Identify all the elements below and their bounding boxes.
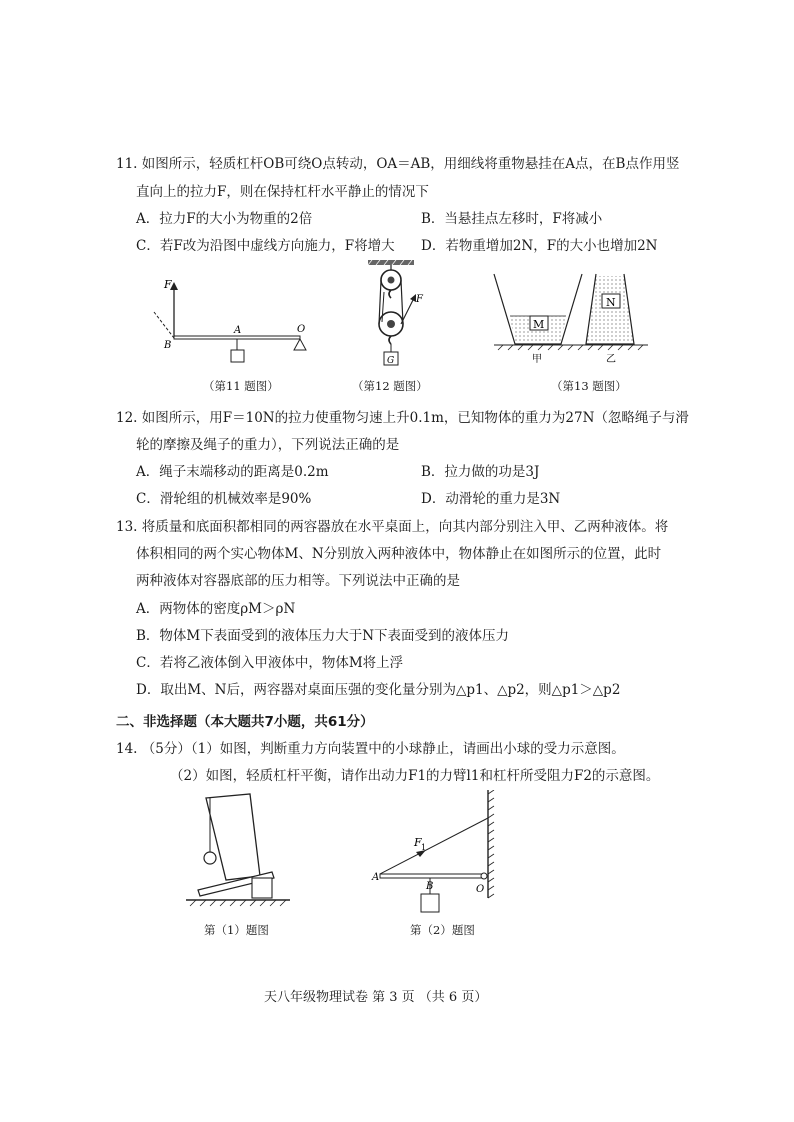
q11-label-a: A: [234, 325, 242, 336]
q13-line3: 两种液体对容器底部的压力相等。下列说法中正确的是: [136, 573, 460, 589]
q12-caption: （第12 题图）: [352, 379, 428, 393]
q12-line1: 12. 如图所示，用F＝10N的拉力使重物匀速上升0.1m，已知物体的重力为27N（忽略绳子与滑: [116, 410, 689, 426]
q14-label-a: A: [372, 872, 380, 883]
q12-option-c: C．滑轮组的机械效率是90%: [136, 491, 312, 507]
q11-line1: 11. 如图所示，轻质杠杆OB可绕O点转动，OA＝AB，用细线将重物悬挂在A点，在B点作用竖: [116, 156, 680, 172]
q11-option-b: B．当悬挂点左移时，F将减小: [421, 211, 603, 227]
q13-label-n: N: [606, 296, 616, 309]
section-2-heading: 二、非选择题（本大题共7小题，共61分）: [116, 714, 374, 730]
q14-label-o: O: [476, 884, 485, 895]
q13-option-d: D．取出M、N后，两容器对桌面压强的变化量分别为△p1、△p2，则△p1＞△p2: [136, 682, 621, 698]
q13-label-yi: 乙: [606, 354, 616, 365]
q11-lever-figure: [140, 272, 320, 372]
q14-label-f1: F: [414, 836, 422, 849]
q11-label-b: B: [164, 340, 172, 351]
q11-caption: （第11 题图）: [203, 379, 279, 393]
q11-option-c: C．若F改为沿图中虚线方向施力，F将增大: [136, 238, 395, 254]
q14-fig2-lever-figure: [370, 790, 510, 920]
q13-option-a: A．两物体的密度ρM＞ρN: [136, 601, 296, 617]
q13-label-m: M: [533, 318, 545, 331]
q11-option-d: D．若物重增加2N，F的大小也增加2N: [421, 238, 658, 254]
q11-option-a: A．拉力F的大小为物重的2倍: [136, 211, 313, 227]
q12-line2: 轮的摩擦及绳子的重力），下列说法正确的是: [136, 437, 400, 453]
q14-label-b: B: [426, 881, 434, 892]
q13-option-b: B．物体M下表面受到的液体压力大于N下表面受到的液体压力: [136, 628, 510, 644]
q12-label-f: F: [416, 294, 423, 305]
q14-caption-1: 第（1）题图: [204, 923, 269, 937]
q14-label-f1-sub: 1: [421, 843, 427, 852]
q12-option-b: B．拉力做的功是3J: [421, 464, 540, 480]
q12-option-d: D．动滑轮的重力是3N: [421, 491, 561, 507]
q13-line2: 体积相同的两个实心物体M、N分别放入两种液体中，物体静止在如图所示的位置，此时: [136, 546, 662, 562]
q14-fig1-plumb-device: [180, 790, 300, 914]
q14-line1: 14. （5分）（1）如图，判断重力方向装置中的小球静止，请画出小球的受力示意图。: [116, 741, 625, 757]
q12-pulley-figure: [360, 258, 430, 370]
q13-containers-figure: [490, 270, 650, 366]
q11-line2: 直向上的拉力F，则在保持杠杆水平静止的情况下: [136, 184, 429, 200]
q12-option-a: A．绳子末端移动的距离是0.2m: [136, 464, 329, 480]
q13-label-jia: 甲: [532, 354, 542, 365]
q14-caption-2: 第（2）题图: [410, 923, 475, 937]
page-footer: 天八年级物理试卷 第 3 页 （共 6 页）: [264, 990, 488, 1005]
q14-line2: （2）如图，轻质杠杆平衡，请作出动力F1的力臂l1和杠杆所受阻力F2的示意图。: [170, 768, 660, 784]
q11-label-o: O: [297, 324, 306, 335]
q13-line1: 13. 将质量和底面积都相同的两容器放在水平桌面上，向其内部分别注入甲、乙两种液体。将: [116, 519, 669, 535]
q13-caption: （第13 题图）: [551, 379, 627, 393]
q13-option-c: C．若将乙液体倒入甲液体中，物体M将上浮: [136, 655, 404, 671]
q11-label-f: F: [164, 278, 172, 291]
q12-label-g: G: [387, 356, 395, 366]
